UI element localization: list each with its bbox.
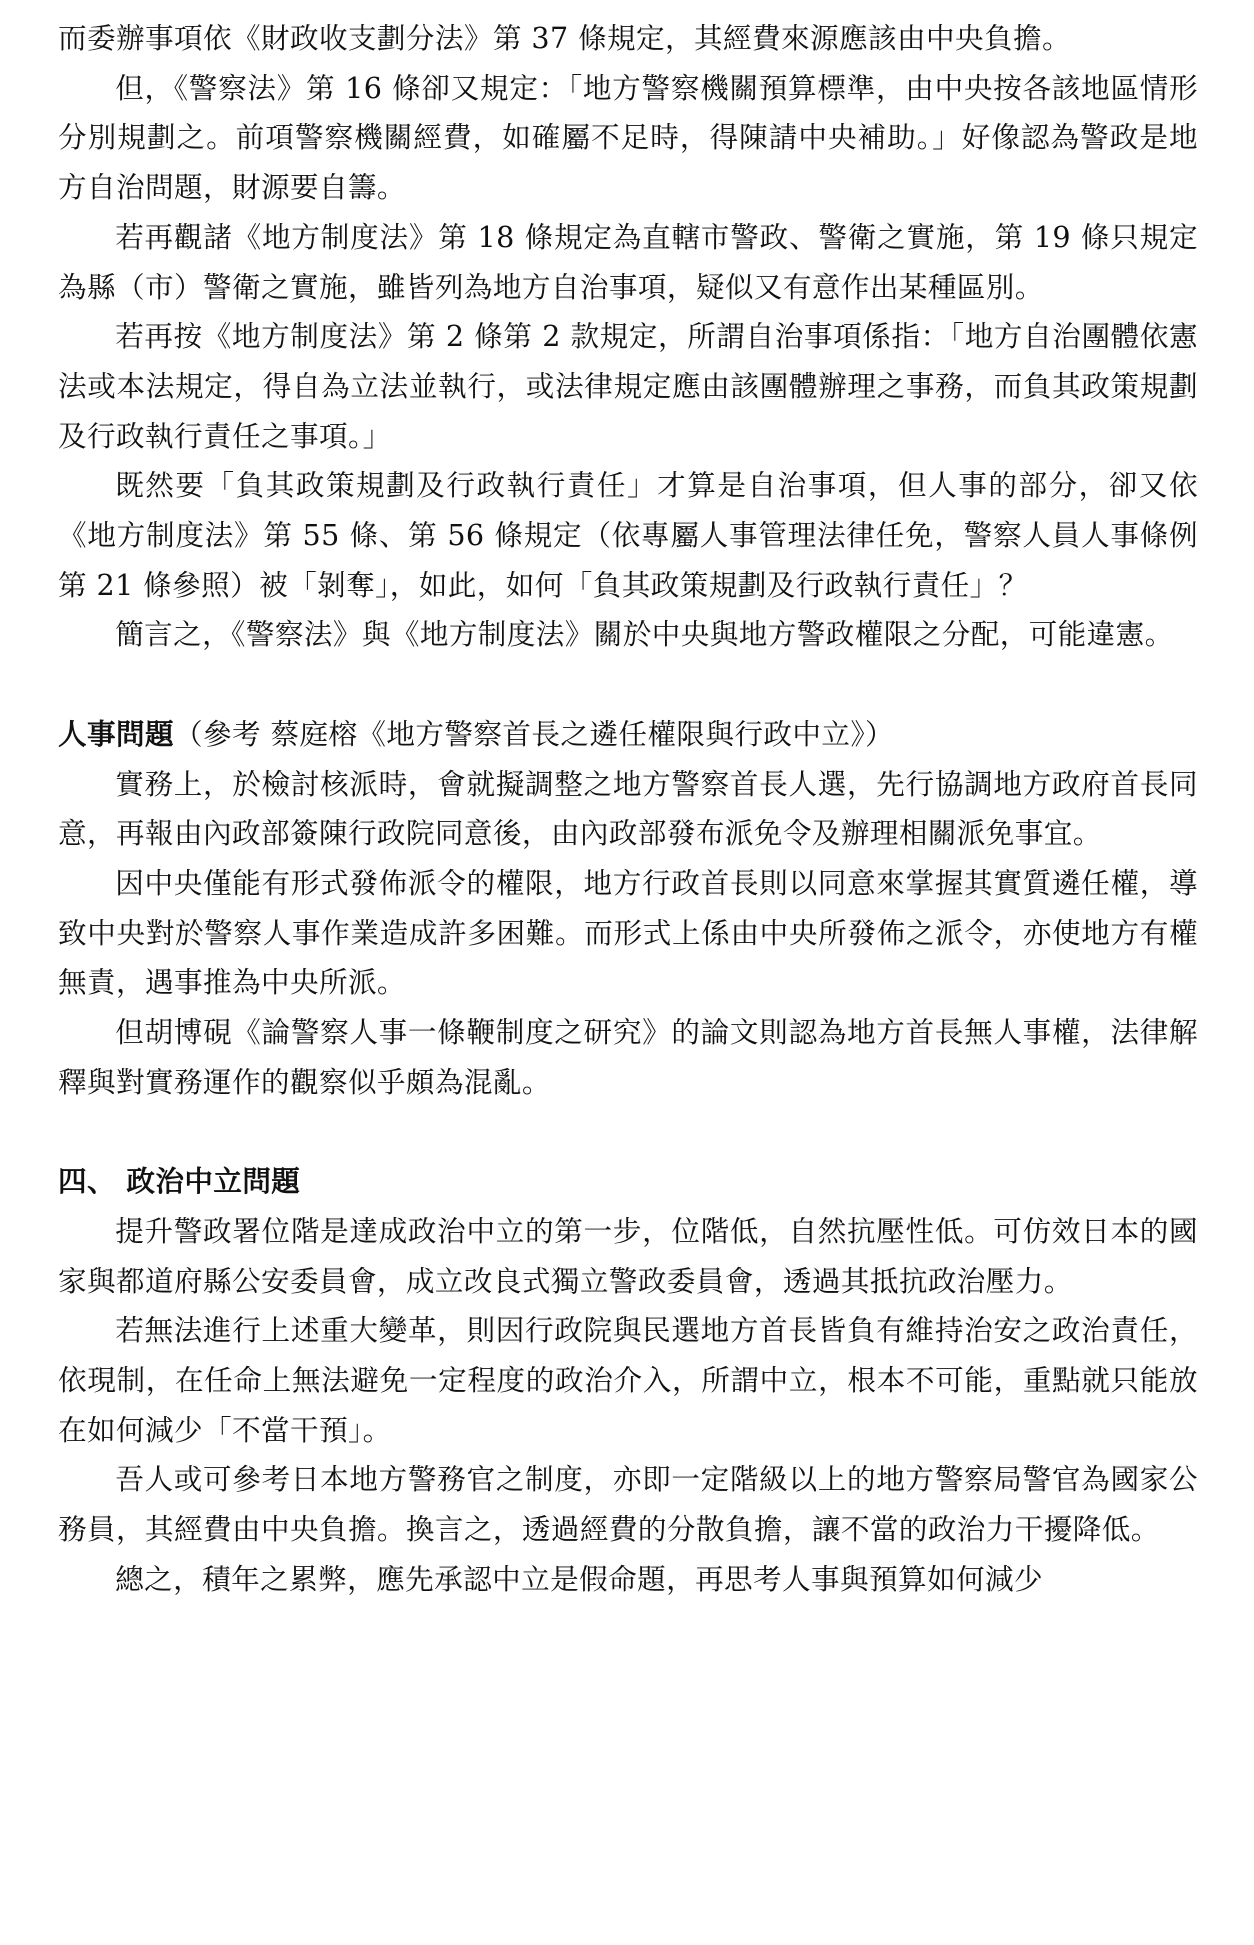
paragraph: 簡言之，《警察法》與《地方制度法》關於中央與地方警政權限之分配，可能違憲。 [115,617,1174,652]
heading-title: 人事問題 [58,716,174,751]
heading-title: 四、 政治中立問題 [58,1164,301,1199]
paragraph: 若無法進行上述重大變革，則因行政院與民選地方首長皆負有維持治安之政治責任，依現制，在任命上無法避免一定程度的政治介入，所謂中立，根本不可能，重點就只能放在如何減少「不當干預」。 [58,1313,1198,1447]
paragraph: 總之，積年之累弊，應先承認中立是假命題，再思考人事與預算如何減少 [115,1561,1043,1596]
section-heading-personnel [58,710,1198,760]
section-spacer [58,1107,1198,1157]
paragraph: 若再觀諸《地方制度法》第 18 條規定為直轄市警政、警衛之實施，第 19 條只規定為縣（市）警衛之實施，雖皆列為地方自治事項，疑似又有意作出某種區別。 [58,219,1198,304]
paragraph: 提升警政署位階是達成政治中立的第一步，位階低，自然抗壓性低。可仿效日本的國家與都道府縣公安委員會，成立改良式獨立警政委員會，透過其抵抗政治壓力。 [58,1213,1198,1298]
paragraph: 但，《警察法》第 16 條卻又規定：「地方警察機關預算標準，由中央按各該地區情形分別規劃之。前項警察機關經費，如確屬不足時，得陳請中央補助。」好像認為警政是地方自治問題，財源要自籌。 [58,70,1198,205]
paragraph: 而委辦事項依《財政收支劃分法》第 37 條規定，其經費來源應該由中央負擔。 [58,21,1071,55]
paragraph: 但胡博硯《論警察人事一條鞭制度之研究》的論文則認為地方首長無人事權，法律解釋與對實務運作的觀察似乎頗為混亂。 [58,1015,1198,1099]
paragraph: 吾人或可參考日本地方警務官之制度，亦即一定階級以上的地方警察局警官為國家公務員，其經費由中央負擔。換言之，透過經費的分散負擔，讓不當的政治力干擾降低。 [58,1462,1198,1547]
section-spacer [58,660,1198,710]
paragraph: 若再按《地方制度法》第 2 條第 2 款規定，所謂自治事項係指：「地方自治團體依憲法或本法規定，得自為立法並執行，或法律規定應由該團體辦理之事務，而負其政策規劃及行政執行責任之事項。」 [58,319,1198,453]
paragraph: 既然要「負其政策規劃及行政執行責任」才算是自治事項，但人事的部分，卻又依《地方制度法》第 55 條、第 56 條規定（依專屬人事管理法律任免，警察人員人事條例第 21 條參照）被「剝奪」，如此，如何「負其政策規劃及行政執行責任」？ [58,468,1198,602]
paragraph: 因中央僅能有形式發佈派令的權限，地方行政首長則以同意來掌握其實質遴任權，導致中央對於警察人事作業造成許多困難。而形式上係由中央所發佈之派令，亦使地方有權無責，遇事推為中央所派。 [58,865,1198,1000]
paragraph: 實務上，於檢討核派時，會就擬調整之地方警察首長人選，先行協調地方政府首長同意，再報由內政部簽陳行政院同意後，由內政部發布派免令及辦理相關派免事宜。 [58,766,1198,851]
heading-reference-note: （參考 蔡庭榕《地方警察首長之遴任權限與行政中立》） [173,716,895,751]
section-heading-neutrality [58,1157,1198,1207]
document-page [58,14,1198,1604]
